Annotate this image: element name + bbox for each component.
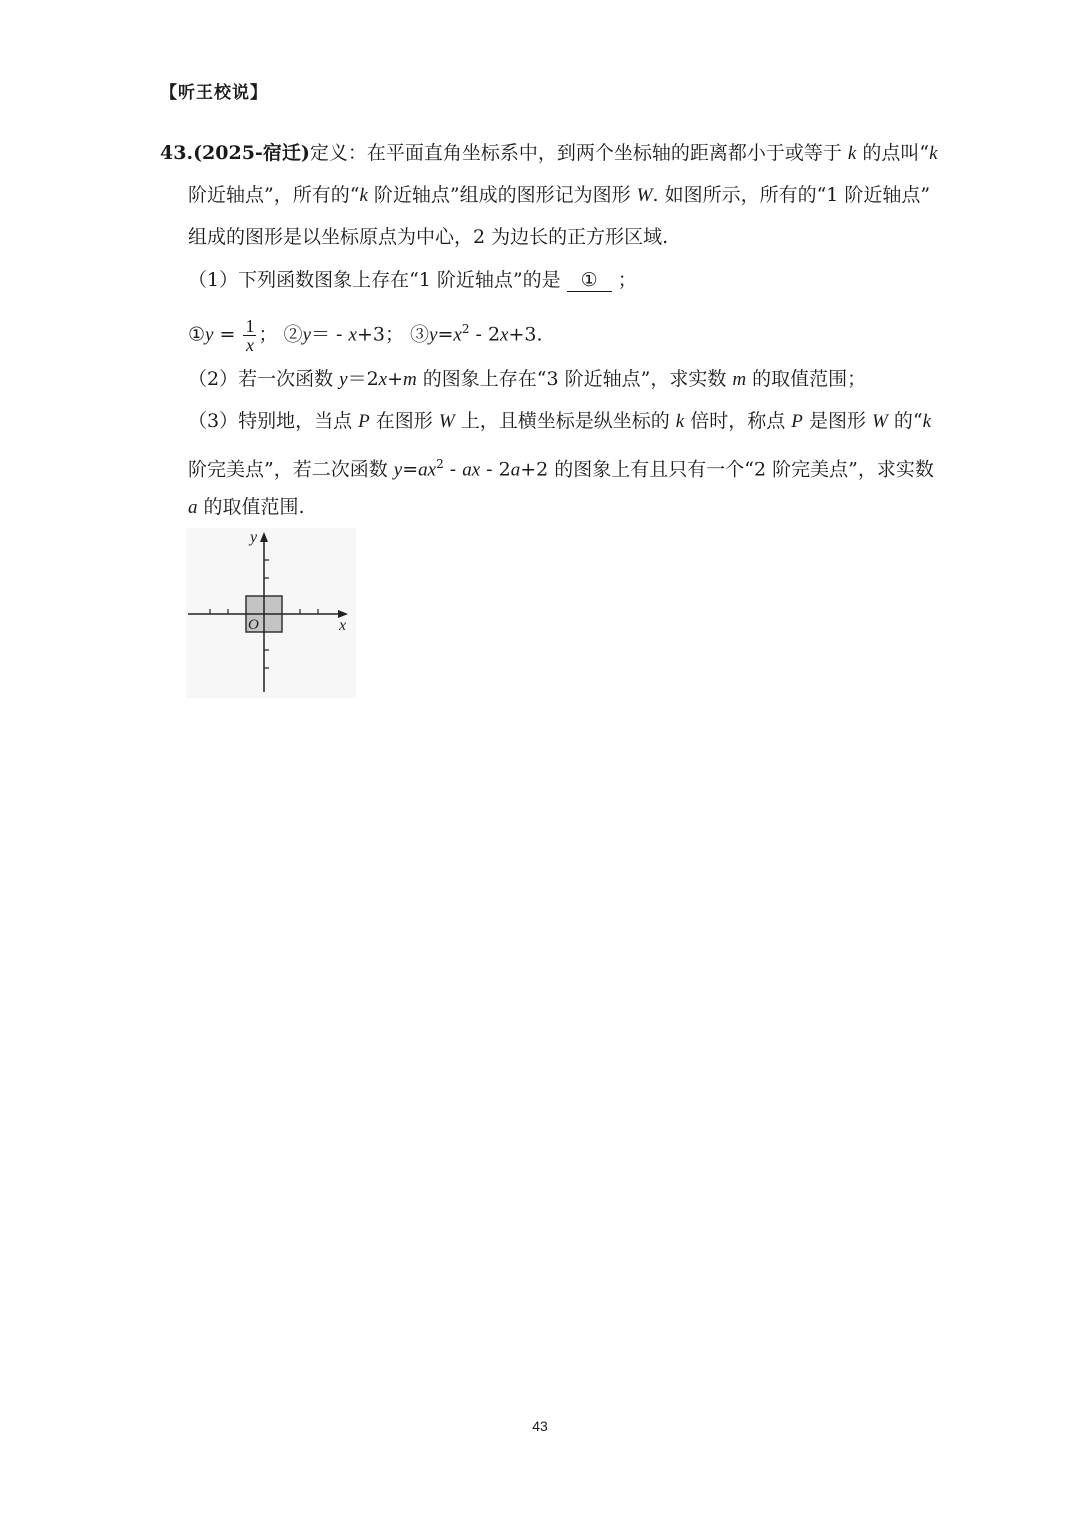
part-2-text: ＝2 xyxy=(347,368,379,390)
part-1-question xyxy=(188,267,637,293)
separator: ； xyxy=(258,323,278,346)
part-3-text: - 2 xyxy=(480,458,511,481)
var-k: k xyxy=(359,185,368,206)
part-1-suffix: ； xyxy=(617,269,637,291)
term-ax: ax xyxy=(462,459,481,481)
problem-stem-line-2 xyxy=(188,182,930,209)
stem-text: 阶近轴点”，所有的“ xyxy=(188,184,360,206)
var-k: k xyxy=(929,143,938,164)
page-number: 43 xyxy=(532,1418,548,1434)
part-3-text: 阶完美点”，若二次函数 xyxy=(188,458,394,481)
part-3-text: +2 的图象上有且只有一个“2 阶完美点”，求实数 xyxy=(520,458,934,481)
var-m: m xyxy=(403,369,417,390)
var-W: W xyxy=(636,185,653,206)
part-3-text: 的“ xyxy=(887,410,923,432)
y-axis-label: y xyxy=(250,529,258,546)
problem-source: (2025-宿迁) xyxy=(193,142,310,164)
part-2-question xyxy=(188,366,866,393)
part-3-text: （3）特别地，当点 xyxy=(188,410,359,432)
var-x: x xyxy=(378,369,388,390)
coordinate-figure xyxy=(186,528,356,698)
problem-stem-line-3 xyxy=(188,224,668,250)
var-y: y xyxy=(393,459,403,481)
part-1-text: （1）下列函数图象上存在“1 阶近轴点”的是 xyxy=(188,269,561,291)
exponent: 2 xyxy=(461,322,470,336)
function-options xyxy=(188,316,543,354)
problem-stem-line-1 xyxy=(160,140,938,167)
term-ax: ax xyxy=(418,459,437,481)
option-2-text: +3； xyxy=(356,323,404,346)
stem-text: 阶近轴点”组成的图形记为图形 xyxy=(367,184,637,206)
equals-sign: = xyxy=(213,323,242,346)
problem-number: 43. xyxy=(160,142,194,164)
exponent: 2 xyxy=(436,457,444,471)
var-x: x xyxy=(500,324,509,346)
part-1-answer-blank: ① xyxy=(567,269,612,292)
part-3-question-line-1 xyxy=(188,408,931,435)
var-y: y xyxy=(205,324,214,346)
option-3-mark: ③ xyxy=(410,323,430,346)
var-m: m xyxy=(732,369,747,390)
part-2-text: （2）若一次函数 xyxy=(188,368,340,390)
var-P: P xyxy=(791,411,803,432)
part-3-text: 在图形 xyxy=(369,410,439,432)
option-1-mark: ① xyxy=(188,323,206,346)
option-3-text: - 2 xyxy=(469,323,501,346)
part-3-question-line-2 xyxy=(188,451,934,483)
fraction-denominator: x xyxy=(245,334,254,355)
var-a: a xyxy=(188,497,198,518)
part-3-text: = xyxy=(402,458,419,481)
var-k: k xyxy=(675,411,685,432)
var-k: k xyxy=(922,411,932,432)
stem-text: 定义：在平面直角坐标系中，到两个坐标轴的距离都小于或等于 xyxy=(309,142,848,164)
var-x: x xyxy=(453,324,462,346)
option-2-text: ＝ - xyxy=(311,323,349,346)
header-tag: 【听王校说】 xyxy=(160,83,268,103)
var-x: x xyxy=(348,324,357,346)
stem-text: 的点叫“ xyxy=(856,142,930,164)
part-3-text: 是图形 xyxy=(802,410,872,432)
part-3-question-line-3 xyxy=(188,494,305,521)
part-3-text: 的取值范围. xyxy=(197,496,305,518)
fraction-numerator: 1 xyxy=(245,315,255,336)
var-a: a xyxy=(510,459,521,481)
part-3-text: 上，且横坐标是纵坐标的 xyxy=(454,410,676,432)
fraction-one-over-x xyxy=(243,317,256,354)
origin-label: O xyxy=(248,617,259,633)
option-3-text: +3. xyxy=(508,323,543,346)
var-W: W xyxy=(872,411,888,432)
part-2-text: + xyxy=(387,368,404,390)
part-2-text: 的取值范围； xyxy=(746,368,867,390)
part-2-text: 的图象上存在“3 阶近轴点”，求实数 xyxy=(416,368,733,390)
x-axis-label: x xyxy=(339,617,347,634)
stem-text: 组成的图形是以坐标原点为中心，2 为边长的正方形区域. xyxy=(188,226,669,248)
option-2-mark: ② xyxy=(283,323,303,346)
part-3-text: - xyxy=(443,458,463,481)
var-P: P xyxy=(358,411,370,432)
stem-text: . 如图所示，所有的“1 阶近轴点” xyxy=(652,184,931,206)
var-y: y xyxy=(429,324,438,346)
var-y: y xyxy=(302,324,311,346)
var-y: y xyxy=(339,369,348,390)
var-W: W xyxy=(438,411,455,432)
part-3-text: 倍时，称点 xyxy=(684,410,792,432)
var-k: k xyxy=(847,143,857,164)
equals-sign: = xyxy=(437,323,454,346)
